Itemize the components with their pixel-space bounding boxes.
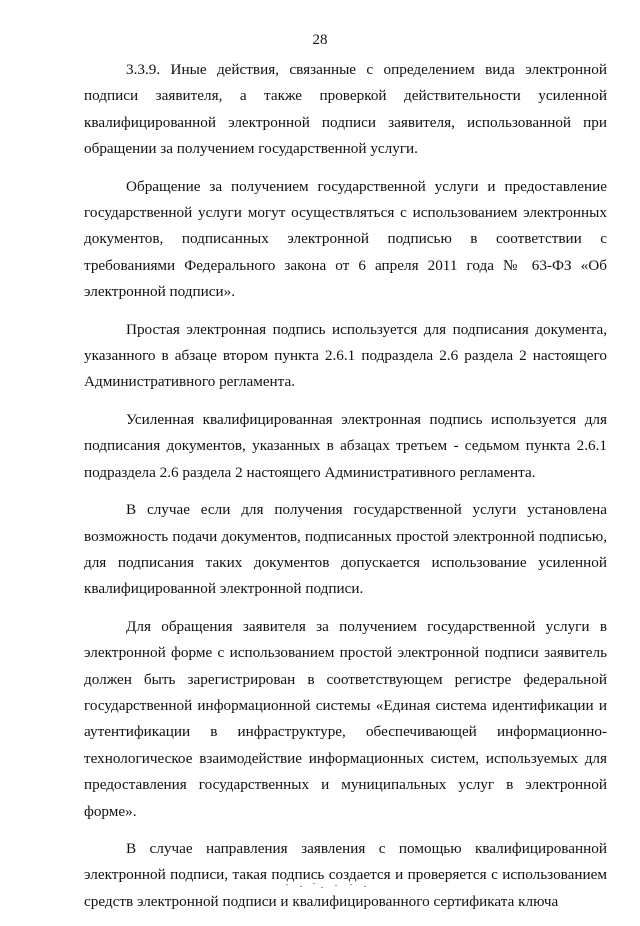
page-number: 28 — [312, 32, 328, 48]
paragraph-signature-substitution: В случае если для получения государственной услуги установлена возможность подачи документов, подписанных простой электронной подписью, для подписания таких документов допускается использование усиленной квалифицированной электронной подписи. — [84, 501, 607, 598]
paragraph-esia-registration: Для обращения заявителя за получением государственной услуги в электронной форме с использованием простой электронной подписи заявитель должен быть зарегистрирован в соответствующем регистре федеральной государственной информационной системы «Единая система идентификации и аутентификации в инфраструктуре, обеспечивающей информационно-технологическое взаимодействие информационных систем, используемых для предоставления государственных и муниципальных услуг в электронной форме». — [84, 617, 607, 820]
paragraph-3-3-9: 3.3.9. Иные действия, связанные с определением вида электронной подписи заявителя, а также проверкой действительности усиленной квалифицированной электронной подписи заявителя, использованной при обращении за получением государственной услуги. — [84, 61, 607, 158]
scan-artifacts — [280, 880, 380, 890]
paragraph-qualified-signature: Усиленная квалифицированная электронная подпись используется для подписания документов, указанных в абзацах третьем - седьмом пункта 2.6.1 подраздела 2.6 раздела 2 настоящего Административного регламента. — [84, 410, 607, 481]
document-body — [84, 57, 607, 926]
paragraph-simple-signature: Простая электронная подпись используется для подписания документа, указанного в абзаце втором пункта 2.6.1 подраздела 2.6 раздела 2 настоящего Административного регламента. — [84, 320, 607, 391]
paragraph-electronic-documents: Обращение за получением государственной услуги и предоставление государственной услуги могут осуществляться с использованием электронных документов, подписанных электронной подписью в соответствии с требованиями Федерального закона от 6 апреля 2011 года № 63-ФЗ «Об электронной подписи». — [84, 177, 607, 301]
paragraph-qualified-submission: В случае направления заявления с помощью квалифицированной электронной подписи, такая подпись создается и проверяется с использованием средств электронной подписи и квалифицированного сертификата ключа — [84, 839, 607, 910]
